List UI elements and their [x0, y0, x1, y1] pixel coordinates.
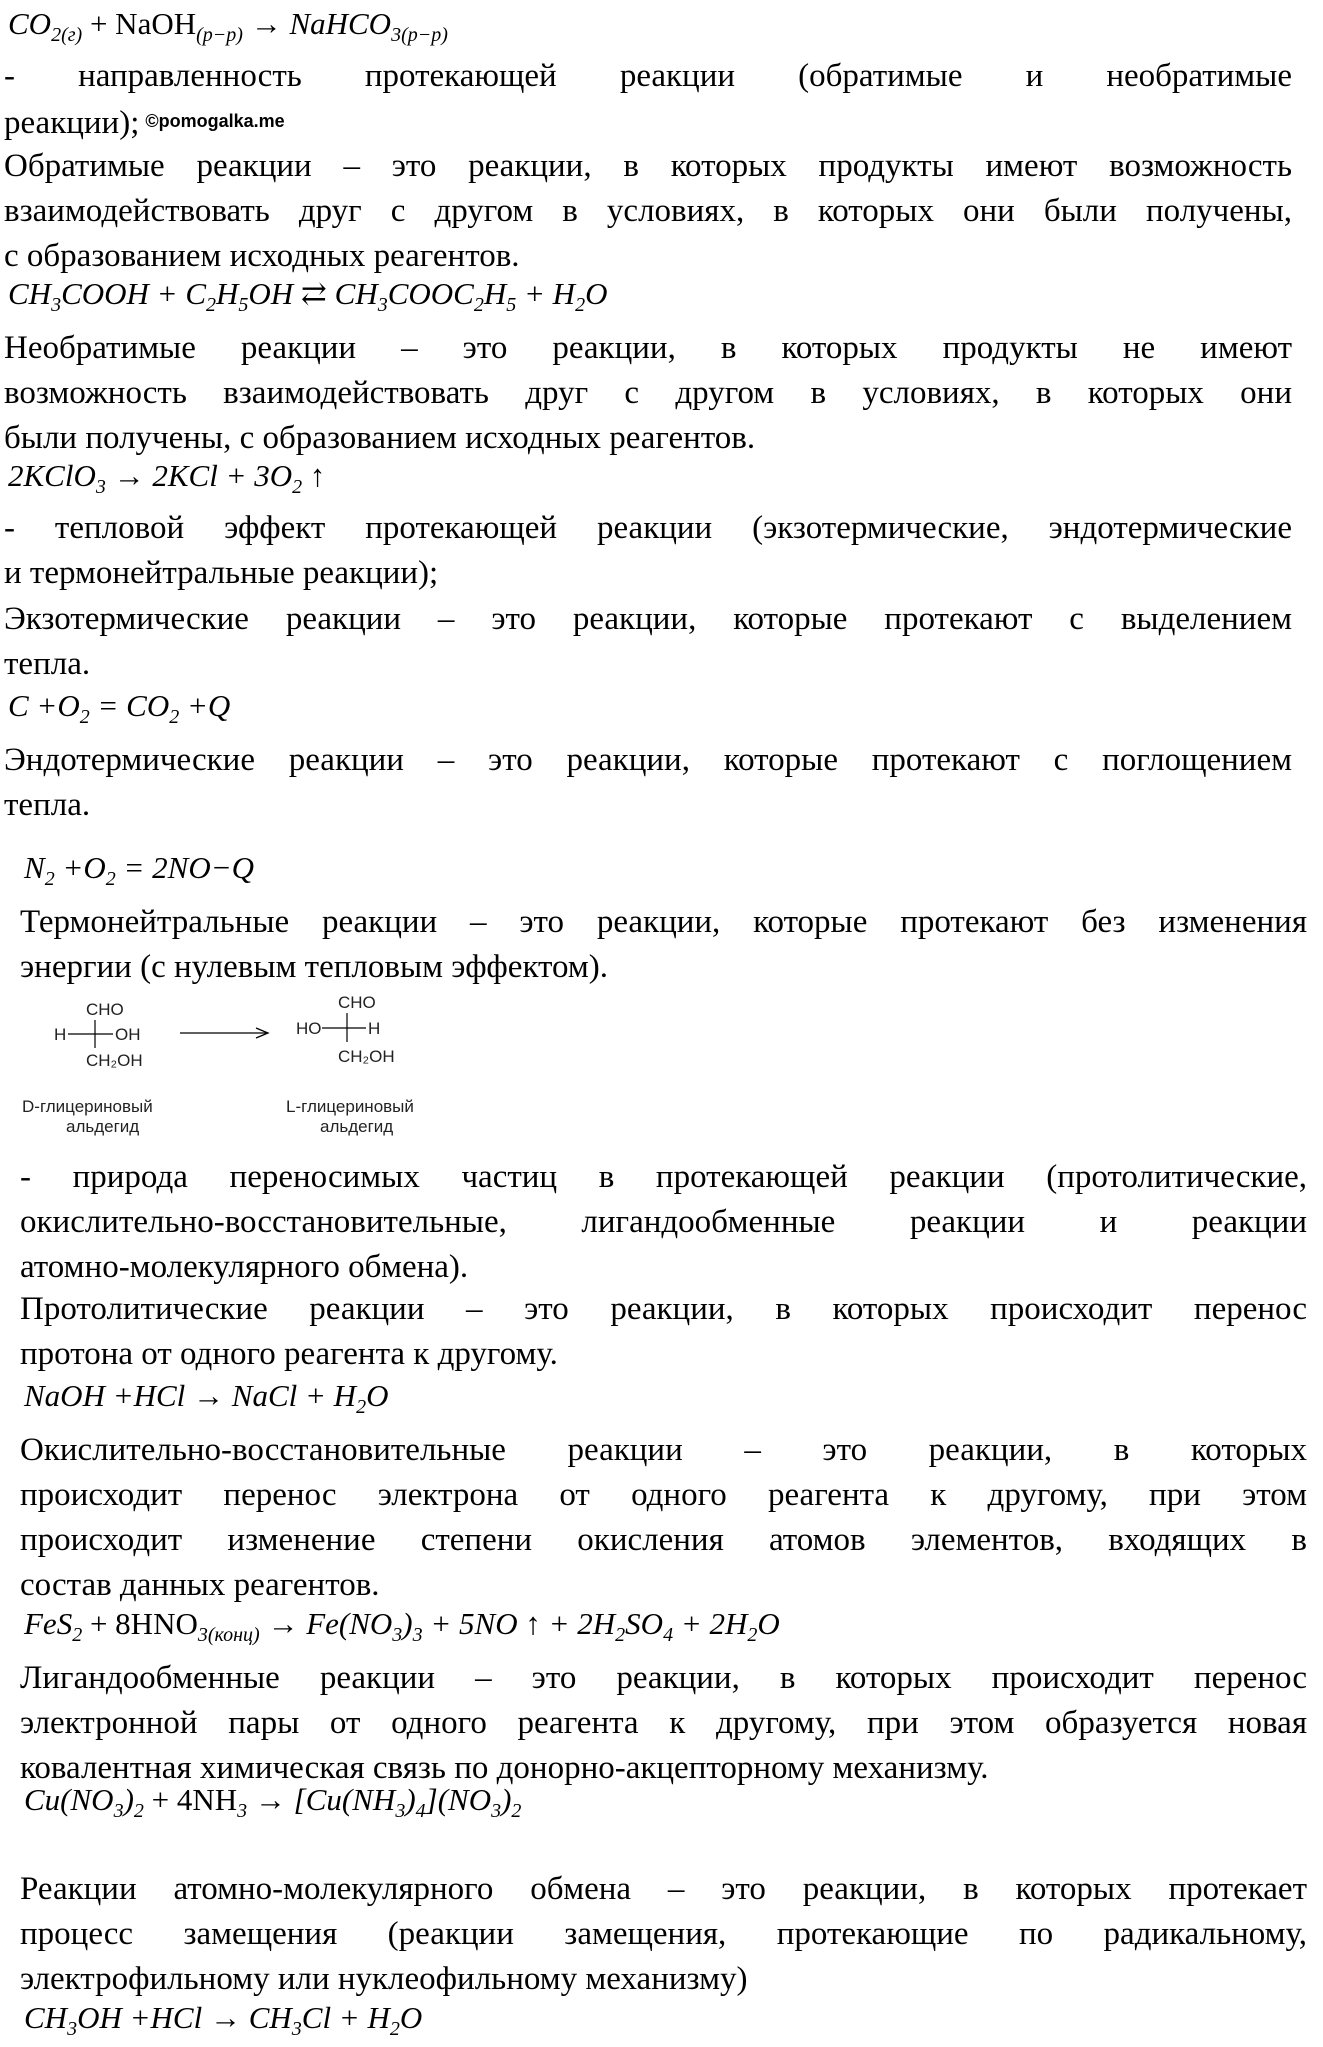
- definition-exothermic: Экзотермические реакции – это реакции, которые протекают с выделением тепла.: [4, 601, 1292, 682]
- right-ch2oh-label: CH₂OH: [338, 1047, 395, 1066]
- section-reaction-direction: - направленность протекающей реакции (обратимые и необратимые реакции); ©pomogalka.me: [4, 58, 1292, 141]
- equation-neutralization: NaOH +HCl → NaCl + $H_2O$: [24, 1378, 389, 1418]
- right-cho-label: CHO: [338, 993, 376, 1012]
- watermark: ©pomogalka.me: [145, 111, 285, 131]
- left-h-label: H: [54, 1025, 67, 1044]
- equation-fes2-hno3: $FeS_2 + 8HNO_{3(конц)} \to Fe(NO_3)_3 + 5NO$ ↑ + $2H_2SO_4 + 2H_2O$: [24, 1606, 780, 1646]
- d-glyceraldehyde: [22, 1000, 153, 1136]
- section-particle-nature: - природа переносимых частиц в протекающей реакции (протолитические, окислительно-восстановительные, лигандообменные реакции и реакции атомно-молекулярного обмена).: [20, 1159, 1307, 1285]
- left-name-line2: альдегид: [66, 1117, 140, 1136]
- right-name-line1: L-глицериновый: [286, 1097, 414, 1116]
- left-cho-label: CHO: [86, 1000, 124, 1019]
- definition-irreversible: Необратимые реакции – это реакции, в которых продукты не имеют возможность взаимодействовать друг с другом в условиях, в которых они были получены, с образованием исходных реагентов.: [4, 330, 1292, 456]
- definition-ligand-exchange: Лигандообменные реакции – это реакции, в которых происходит перенос электронной пары от одного реагента к другому, при этом образуется новая ковалентная химическая связь по донорно-акцепторному механизму.: [20, 1660, 1307, 1786]
- equation-no-formation: $N_2 +O_2 = 2NO-Q$: [24, 850, 255, 890]
- right-name-line2: альдегид: [320, 1117, 394, 1136]
- section-heat-effect: - тепловой эффект протекающей реакции (экзотермические, эндотермические и термонейтральные реакции);: [4, 510, 1292, 591]
- equation-copper-ammine: $Cu(NO_3)_2 + 4NH_3 \to [Cu(NH_3)_4](NO_3)_2$: [24, 1782, 522, 1822]
- equation-co2-naoh: $CO_{2(г)}$ + NaOH$_{(р-р)}$ → NaHCO$_{3(р-р)}$: [8, 6, 448, 46]
- equation-esterification: $CH_3COOH + C_2H_5OH$ ⇄ $CH_3COOC_2H_5 + H_2O$: [8, 276, 608, 316]
- left-oh-label: OH: [115, 1025, 141, 1044]
- definition-protolytic: Протолитические реакции – это реакции, в которых происходит перенос протона от одного реагента к другому.: [20, 1291, 1307, 1372]
- l-glyceraldehyde: [286, 993, 414, 1136]
- definition-endothermic: Эндотермические реакции – это реакции, которые протекают с поглощением тепла.: [4, 742, 1292, 823]
- equation-kclo3: 2KClO$_3$ → $2KCl + 3O_2$ ↑: [8, 458, 326, 498]
- right-ho-label: HO: [296, 1019, 322, 1038]
- equation-methanol-hcl: $CH_3OH +HCl \to CH_3Cl + H_2O$: [24, 2000, 423, 2040]
- definition-redox: Окислительно-восстановительные реакции – это реакции, в которых происходит перенос электрона от одного реагента к другому, при этом происходит изменение степени окисления атомов элементов, входящих в состав данных реагентов.: [20, 1432, 1307, 1603]
- definition-reversible: Обратимые реакции – это реакции, в которых продукты имеют возможность взаимодействовать друг с другом в условиях, в которых они были получены, с образованием исходных реагентов.: [4, 148, 1292, 274]
- definition-atom-molecular-exchange: Реакции атомно-молекулярного обмена – это реакции, в которых протекает процесс замещения (реакции замещения, протекающие по радикальному, электрофильному или нуклеофильному механизму): [20, 1871, 1307, 1997]
- definition-thermoneutral: Термонейтральные реакции – это реакции, которые протекают без изменения энергии (с нулевым тепловым эффектом).: [20, 904, 1307, 985]
- right-h-label: H: [368, 1019, 381, 1038]
- conversion-arrow: [180, 1028, 268, 1038]
- equation-carbon-combustion: $C +O_2 = CO_2 +Q$: [8, 688, 231, 728]
- left-name-line1: D-глицериновый: [22, 1097, 153, 1116]
- glyceraldehyde-diagram: [20, 990, 460, 1140]
- left-ch2oh-label: CH₂OH: [86, 1051, 143, 1070]
